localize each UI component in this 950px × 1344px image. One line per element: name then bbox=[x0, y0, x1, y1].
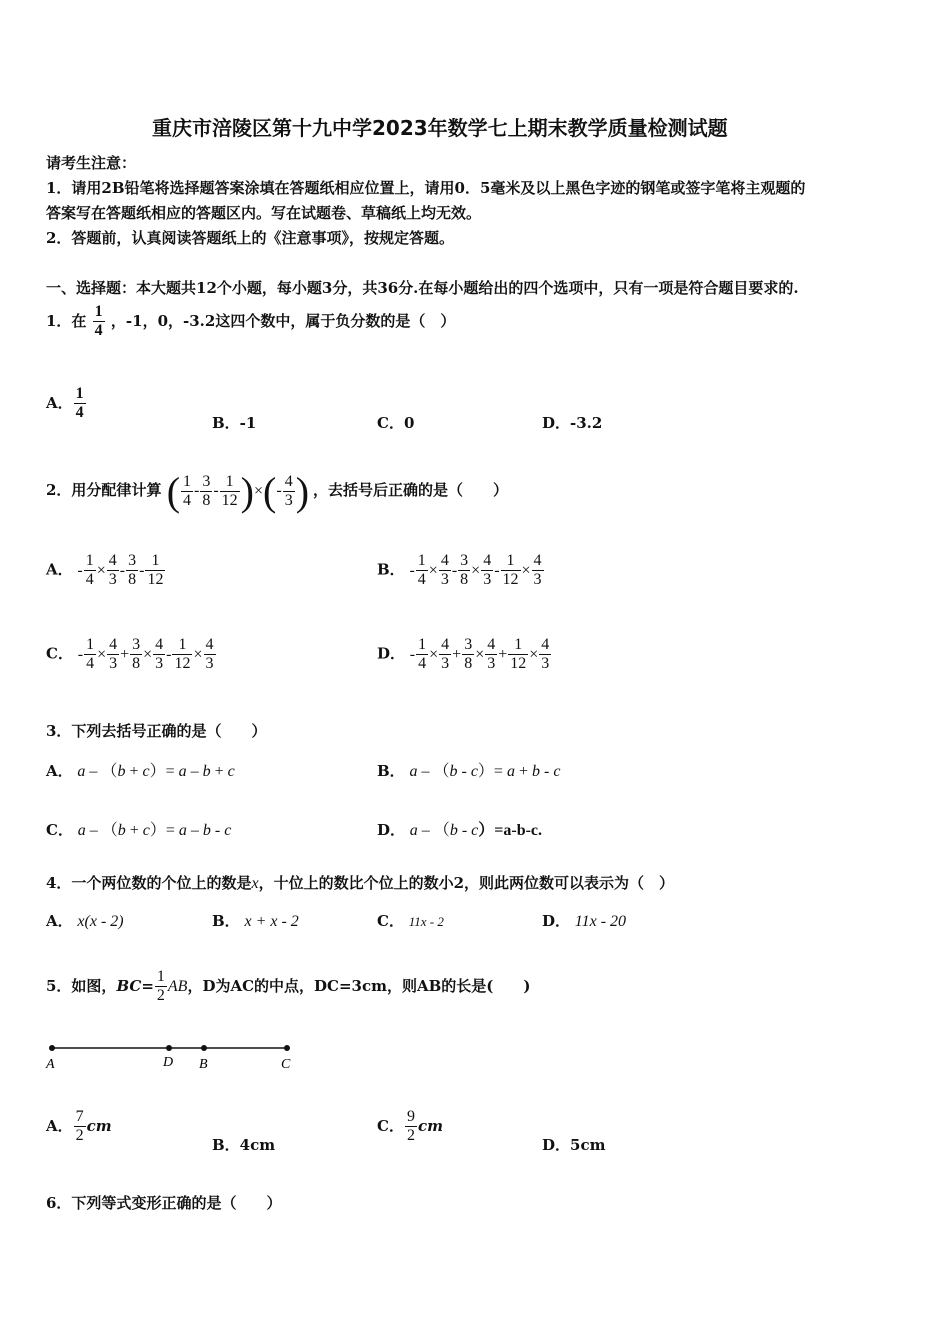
q4-option-d: D． 11x - 20 bbox=[542, 912, 627, 930]
q3-option-d: D． a – （b - c）=a-b-c. bbox=[377, 821, 543, 839]
q2-option-d: D． - $\frac{1}{4}$ × $\frac{4}{3}$ + $\frac{3}{8}$ × $\frac{4}{3}$ + $\frac{1}{12}$ × $\frac{4}{3}$ bbox=[377, 636, 550, 673]
q4-option-c: C． 11x - 2 bbox=[377, 912, 444, 930]
q2-option-c: C． - $\frac{1}{4}$ × $\frac{4}{3}$ + $\frac{3}{8}$ × $\frac{4}{3}$ - $\frac{1}{12}$ × $\frac{4}{3}$ bbox=[46, 636, 214, 673]
q1-suffix: ，-1，0，-3.2这四个数中，属于负分数的是（ ） bbox=[110, 311, 456, 330]
question-2 bbox=[46, 468, 508, 515]
point-a-dot bbox=[49, 1045, 55, 1051]
point-d-label: D bbox=[163, 1055, 174, 1070]
page-title: 重庆市涪陵区第十九中学2023年数学七上期末教学质量检测试题 bbox=[152, 116, 728, 140]
q1-option-c: C．0 bbox=[377, 414, 415, 432]
q1-option-b: B．-1 bbox=[212, 414, 257, 432]
point-b-dot bbox=[201, 1045, 207, 1051]
q2-option-a: A． - $\frac{1}{4}$ × $\frac{4}{3}$ - $\frac{3}{8}$ - $\frac{1}{12}$ bbox=[46, 552, 164, 589]
q5-option-a: A． $\frac{7}{2}$ cm bbox=[46, 1108, 112, 1145]
point-d-dot bbox=[166, 1045, 172, 1051]
notice-line-2: 答案写在答题纸相应的答题区内。写在试题卷、草稿纸上均无效。 bbox=[46, 204, 482, 222]
q2-prefix: 2．用分配律计算 bbox=[46, 481, 162, 500]
notice-line-3: 2．答题前，认真阅读答题纸上的《注意事项》，按规定答题。 bbox=[46, 229, 454, 247]
q5-option-b: B．4cm bbox=[212, 1136, 276, 1154]
point-c-dot bbox=[284, 1045, 290, 1051]
q1-fraction: $\frac{1}{4}$ bbox=[94, 303, 103, 340]
q1-prefix: 1．在 bbox=[46, 311, 87, 330]
point-c-label: C bbox=[281, 1057, 291, 1072]
question-4: 4．一个两位数的个位上的数是x，十位上的数比个位上的数小2，则此两位数可以表示为（ ） bbox=[46, 874, 675, 892]
question-5: 5．如图，BC= $\frac{1}{2}$ AB，D为AC的中点，DC=3cm，则AB的长是( ) bbox=[46, 968, 531, 1005]
segment-figure bbox=[40, 1036, 310, 1076]
section-heading: 一、选择题：本大题共12个小题，每小题3分，共36分.在每小题给出的四个选项中，只有一项是符合题目要求的. bbox=[46, 279, 799, 297]
notice-line-1: 1．请用2B铅笔将选择题答案涂填在答题纸相应位置上，请用0．5毫米及以上黑色字迹的钢笔或签字笔将主观题的 bbox=[46, 179, 806, 197]
q5-option-d: D．5cm bbox=[542, 1136, 606, 1154]
q2-expression: ( $\frac{1}{4}$ - $\frac{3}{8}$ - $\frac{1}{12}$ )×(- $\frac{4}{3}$ ) bbox=[166, 469, 310, 514]
q2-option-b: B． - $\frac{1}{4}$ × $\frac{4}{3}$ - $\frac{3}{8}$ × $\frac{4}{3}$ - $\frac{1}{12}$ × $\frac{4}{3}$ bbox=[377, 552, 542, 589]
q3-option-b: B． a – （b - c）= a + b - c bbox=[377, 762, 561, 780]
question-3: 3．下列去括号正确的是（ ） bbox=[46, 722, 267, 740]
q3-option-c: C． a – （b + c）= a – b - c bbox=[46, 821, 232, 839]
q4-option-b: B． x + x - 2 bbox=[212, 912, 299, 930]
q1-option-d: D．-3.2 bbox=[542, 414, 603, 432]
q3-option-a: A． a – （b + c）= a – b + c bbox=[46, 762, 235, 780]
q4-option-a: A． x(x - 2) bbox=[46, 912, 124, 930]
question-1 bbox=[46, 303, 455, 341]
q1-option-a: A． $\frac{1}{4}$ bbox=[46, 385, 84, 422]
question-6: 6．下列等式变形正确的是（ ） bbox=[46, 1194, 282, 1212]
q5-option-c: C． $\frac{9}{2}$ cm bbox=[377, 1108, 443, 1145]
q2-suffix: ，去括号后正确的是（ ） bbox=[313, 481, 509, 500]
point-a-label: A bbox=[46, 1057, 55, 1072]
notice-heading: 请考生注意： bbox=[46, 154, 137, 172]
point-b-label: B bbox=[199, 1057, 208, 1072]
